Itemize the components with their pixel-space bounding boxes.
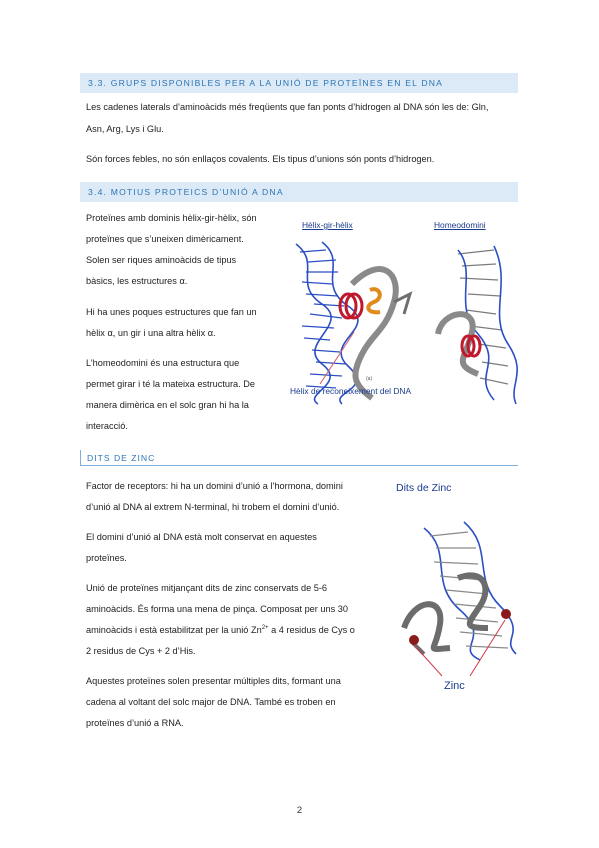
zinc-p1-line-1: Factor de receptors: hi ha un domini d’unió a l’hormona, domini — [86, 481, 343, 491]
homeodomain-figure-label: Homeodomini — [434, 220, 486, 230]
zinc-p3-line-3 — [86, 620, 376, 640]
zinc-finger-structure-illustration — [384, 478, 524, 700]
zinc-finger-figure — [384, 478, 524, 700]
zinc-p1-line-2: d’unió al DNA al extrem N-terminal, hi trobem el domini d’unió. — [86, 502, 340, 512]
zinc-p3-line-3a: aminoàcids i està estabilitzat per la unió Zn — [86, 625, 262, 635]
zinc-p3-line-2: aminoàcids. És forma una mena de pinça. Composat per uns 30 — [86, 604, 348, 614]
section-3-4-p3-line-1: L’homeodomini és una estructura que — [86, 358, 240, 368]
section-heading-3-4: 3.4. MOTIUS PROTEICS D’UNIÓ A DNA — [80, 182, 518, 202]
section-3-4-p3-line-3: manera dimèrica en el solc gran hi ha la — [86, 400, 249, 410]
section-3-4-p1-line-3: Solen ser riques aminoàcids de tipus — [86, 255, 237, 265]
zinc-p4-line-2: cadena al voltant del solc major de DNA. També es troben en — [86, 697, 336, 707]
section-3-4-p3-line-4: interacció. — [86, 421, 128, 431]
section-3-3-paragraph-2: Són forces febles, no són enllaços covalents. Els tipus d’unions són ponts d’hidrogen. — [86, 154, 435, 164]
zinc-p3-line-1: Unió de proteïnes mitjançant dits de zinc conservats de 5-6 — [86, 583, 328, 593]
section-3-4-p2-line-2: hèlix α, un gir i una altra hèlix α. — [86, 328, 216, 338]
recognition-helix-label: Hèlix de reconeixement del DNA — [290, 386, 412, 396]
zinc-label: Zinc — [444, 680, 465, 692]
zinc-charge-superscript: 2+ — [261, 624, 269, 631]
section-3-3-paragraph-1-line-2: Asn, Arg, Lys i Glu. — [86, 124, 164, 134]
zinc-p2-line-1: El domini d’unió al DNA està molt conservat en aquestes — [86, 532, 317, 542]
zinc-fingers-figure-label: Dits de Zinc — [396, 482, 452, 494]
zinc-p4-line-3: proteïnes d’unió a RNA. — [86, 718, 184, 728]
hth-figure-label: Hèlix-gir-hèlix — [302, 220, 353, 230]
page-number: 2 — [296, 805, 303, 816]
figure-sub-label: (a) — [366, 376, 373, 382]
section-3-4-p3-line-2: permet girar i té la mateixa estructura. De — [86, 379, 256, 389]
section-3-3-paragraph-1-line-1: Les cadenes laterals d’aminoàcids més freqüents que fan ponts d’hidrogen al DNA són les de: Gln, — [86, 102, 489, 112]
dna-protein-structure-illustration — [282, 214, 522, 414]
section-3-4-p2-line-1: Hi ha unes poques estructures que fan un — [86, 307, 257, 317]
section-heading-3-3: 3.3. GRUPS DISPONIBLES PER A LA UNIÓ DE PROTEÏNES EN EL DNA — [80, 73, 518, 93]
zinc-p3-line-3b: a 4 residus de Cys o — [268, 625, 355, 635]
section-3-4-p1-line-1: Proteïnes amb dominis hèlix-gir-hèlix, són — [86, 213, 257, 223]
zinc-fingers-heading: DITS DE ZINC — [80, 450, 518, 466]
zinc-p2-line-2: proteïnes. — [86, 553, 127, 563]
dna-binding-motifs-figure — [282, 214, 522, 414]
section-3-4-p1-line-2: proteïnes que s’uneixen dimèricament. — [86, 234, 244, 244]
zinc-p4-line-1: Aquestes proteïnes solen presentar múltiples dits, formant una — [86, 676, 341, 686]
zinc-p3-line-4: 2 residus de Cys + 2 d’His. — [86, 646, 196, 656]
section-3-4-p1-line-4: bàsics, les estructures α. — [86, 276, 188, 286]
